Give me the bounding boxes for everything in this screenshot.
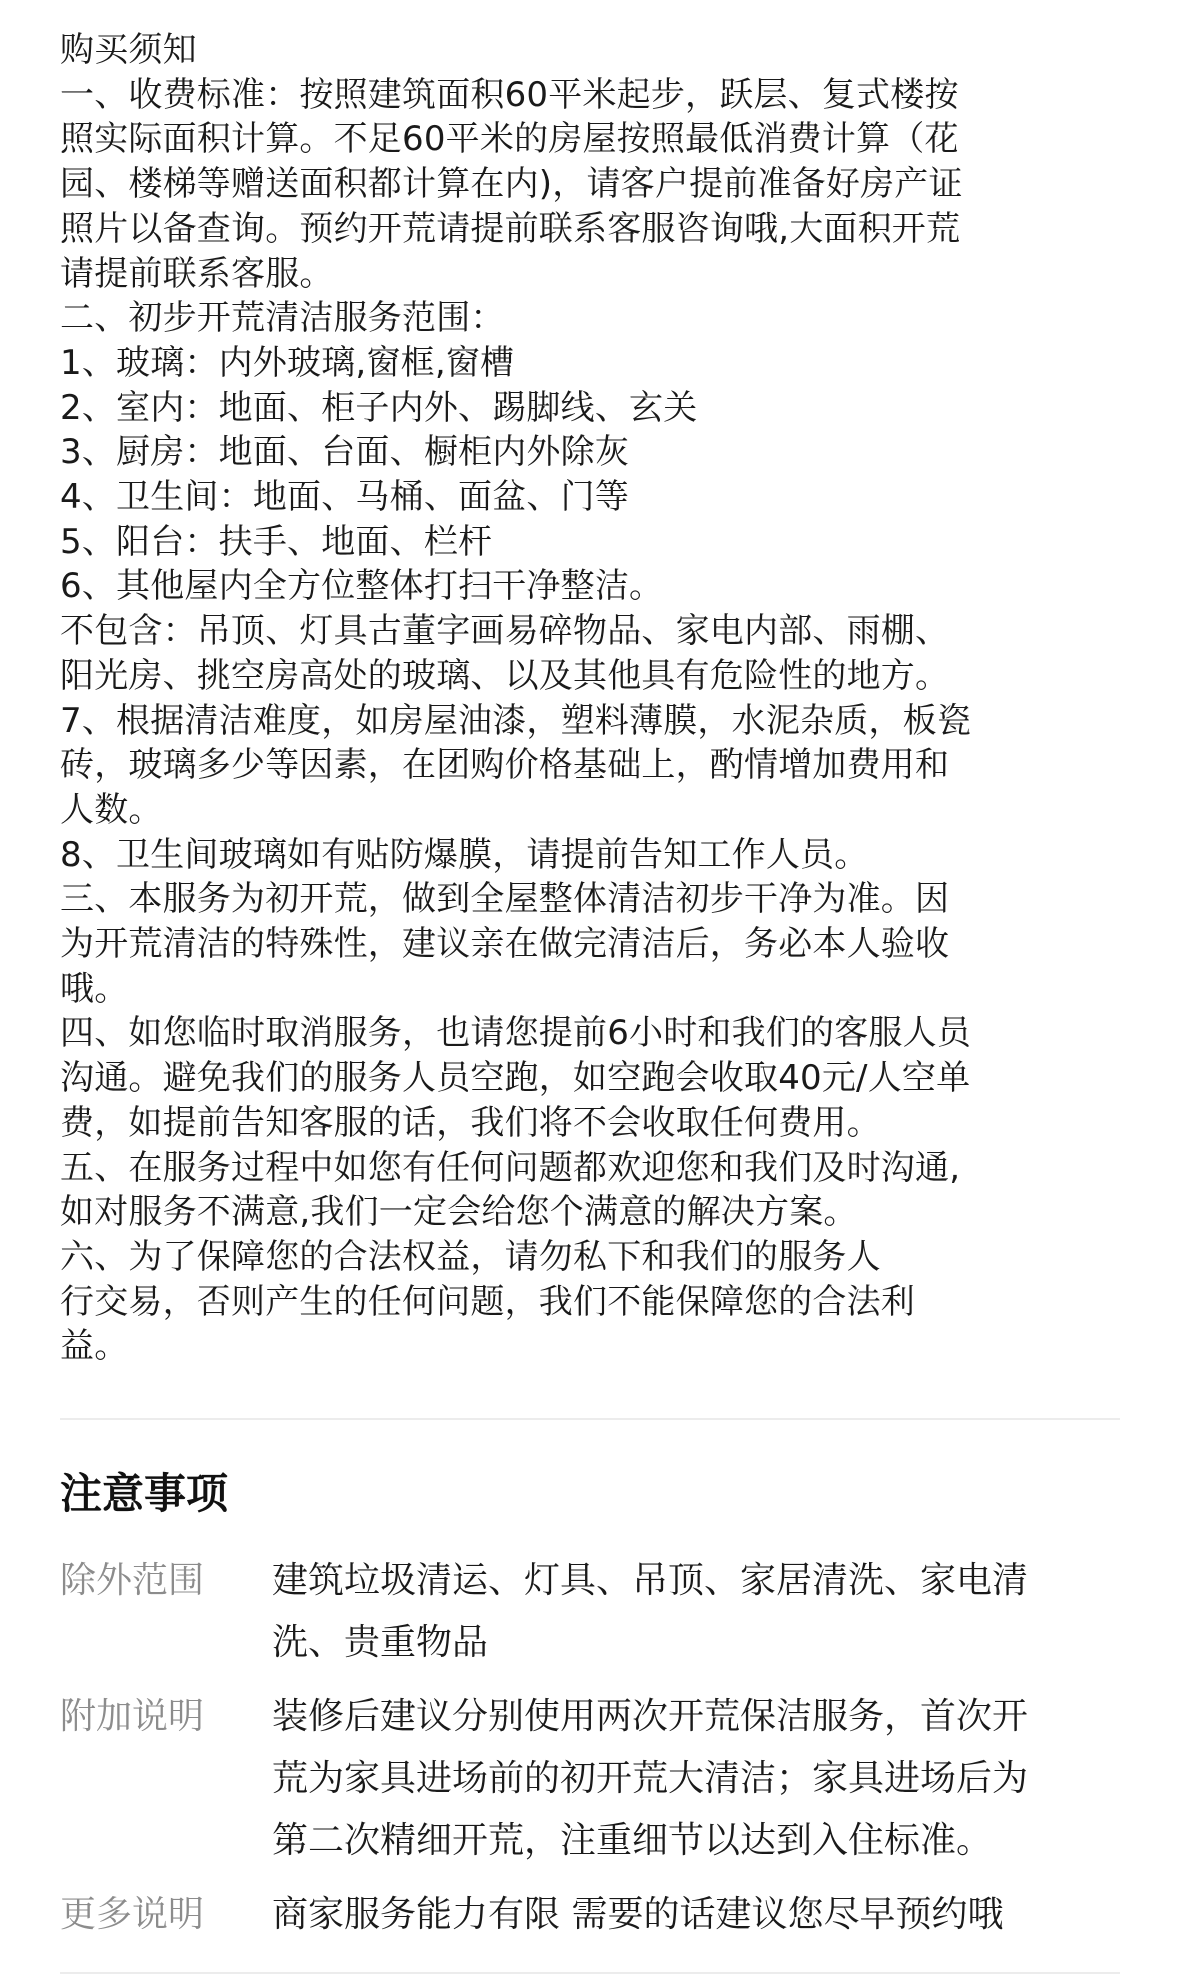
notice-line: 一、收费标准：按照建筑面积60平米起步，跃层、复式楼按 (60, 74, 959, 115)
notice-line: 阳光房、挑空房高处的玻璃、以及其他具有危险性的地方。 (60, 655, 950, 696)
notice-line: 砖，玻璃多少等因素，在团购价格基础上，酌情增加费用和 (60, 745, 950, 786)
notice-line: 三、本服务为初开荒，做到全屋整体清洁初步干净为准。因 (60, 879, 950, 920)
notice-heading: 购买须知 (60, 30, 197, 70)
notice-line: 行交易，否则产生的任何问题，我们不能保障您的合法利 (60, 1281, 915, 1322)
notice-line: 不包含：吊顶、灯具古董字画易碎物品、家电内部、雨棚、 (60, 611, 950, 652)
notice-line: 照片以备查询。预约开荒请提前联系客服咨询哦,大面积开荒 (60, 208, 961, 249)
notes-row-label: 除外范围 (60, 1560, 205, 1601)
notice-line: 8、卫生间玻璃如有贴防爆膜，请提前告知工作人员。 (60, 834, 869, 875)
notice-line: 园、楼梯等赠送面积都计算在内)，请客户提前准备好房产证 (60, 164, 963, 205)
notice-line: 五、在服务过程中如您有任何问题都欢迎您和我们及时沟通, (60, 1147, 961, 1188)
notice-line: 6、其他屋内全方位整体打扫干净整洁。 (60, 566, 664, 607)
section-divider (60, 1418, 1120, 1420)
notice-line: 益。 (60, 1326, 129, 1367)
notes-value-line: 建筑垃圾清运、灯具、吊顶、家居清洗、家电清 (272, 1560, 1029, 1601)
notes-row-label: 更多说明 (60, 1894, 205, 1935)
notes-row-value (272, 1686, 1130, 1872)
notice-line: 四、如您临时取消服务，也请您提前6小时和我们的客服人员 (60, 1013, 972, 1054)
notes-value-line: 第二次精细开荒，注重细节以达到入住标准。 (272, 1820, 993, 1861)
notice-line: 六、为了保障您的合法权益，请勿私下和我们的服务人 (60, 1236, 881, 1277)
purchase-notice (60, 28, 1130, 1369)
notice-line: 费，如提前告知客服的话，我们将不会收取任何费用。 (60, 1102, 881, 1143)
notice-line: 二、初步开荒清洁服务范围： (60, 298, 505, 339)
notice-line: 为开荒清洁的特殊性，建议亲在做完清洁后，务必本人验收 (60, 924, 950, 965)
notice-line: 哦。 (60, 968, 129, 1009)
notice-line: 如对服务不满意,我们一定会给您个满意的解决方案。 (60, 1192, 858, 1233)
notice-line: 2、室内：地面、柜子内外、踢脚线、玄关 (60, 387, 698, 428)
notice-line: 请提前联系客服。 (60, 253, 334, 294)
notes-value-line: 荒为家具进场前的初开荒大清洁；家具进场后为 (272, 1758, 1029, 1799)
notice-line: 沟通。避免我们的服务人员空跑，如空跑会收取40元/人空单 (60, 1058, 971, 1099)
notes-section-title: 注意事项 (60, 1469, 229, 1518)
notes-row-value (272, 1884, 1130, 1946)
notice-line: 1、玻璃：内外玻璃,窗框,窗槽 (60, 342, 515, 383)
notes-row-label: 附加说明 (60, 1696, 205, 1737)
bottom-divider (60, 1972, 1120, 1974)
notes-value-line: 装修后建议分别使用两次开荒保洁服务，首次开 (272, 1696, 1029, 1737)
notes-row-value (272, 1550, 1130, 1674)
notes-value-line: 洗、贵重物品 (272, 1622, 489, 1663)
notice-line: 照实际面积计算。不足60平米的房屋按照最低消费计算（花 (60, 119, 959, 160)
notice-line: 7、根据清洁难度，如房屋油漆，塑料薄膜，水泥杂质，板瓷 (60, 700, 972, 741)
notes-value-line: 商家服务能力有限 需要的话建议您尽早预约哦 (272, 1894, 1004, 1935)
notice-line: 3、厨房：地面、台面、橱柜内外除灰 (60, 432, 630, 473)
notice-line: 5、阳台：扶手、地面、栏杆 (60, 521, 493, 562)
notice-line: 4、卫生间：地面、马桶、面盆、门等 (60, 477, 630, 518)
notice-line: 人数。 (60, 789, 163, 830)
